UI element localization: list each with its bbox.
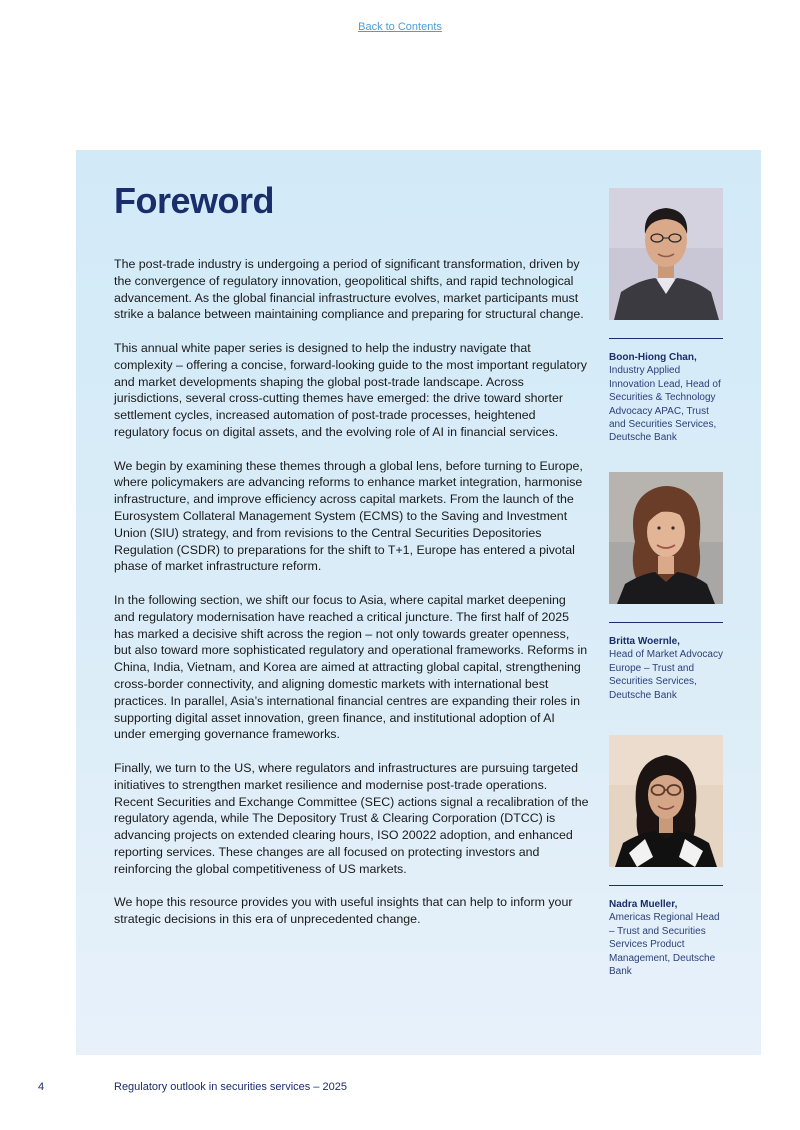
paragraph: We begin by examining these themes through a global lens, before turning to Europe, where policymakers are advancing reforms to enhance market integration, harmonise infrastructure, and improve efficiency across capital markets. From the launch of the Eurosystem Collateral Management System (ECMS) to the Saving and Investment Union (SIU) strategy, and from revisions to the Central Securities Depositories Regulation (CSDR) to preparations for the shift to T+1, Europe has entered a pivotal phase of market infrastructure reform.: [114, 458, 583, 574]
page-title: Foreword: [114, 180, 275, 221]
author-name: Nadra Mueller,: [609, 899, 678, 910]
foreword-body: [114, 256, 589, 945]
paragraph: We hope this resource provides you with useful insights that can help to inform your strategic decisions in this era of unprecedented change.: [114, 895, 573, 927]
author-card: [609, 188, 723, 445]
paragraph: The post-trade industry is undergoing a period of significant transformation, driven by the convergence of regulatory innovation, geopolitical shifts, and rapid technological advancement. As the global financial infrastructure evolves, market participants must strike a balance between maintaining compliance and preparing for structural change.: [114, 257, 584, 322]
author-role: Industry Applied Innovation Lead, Head of Securities & Technology Advocacy APAC, Trust and Securities Services, Deutsche Bank: [609, 365, 721, 444]
author-role: Americas Regional Head – Trust and Securities Services Product Management, Deutsche Bank: [609, 912, 720, 978]
author-name: Britta Woernle,: [609, 636, 680, 647]
paragraph: This annual white paper series is designed to help the industry navigate that complexity – offering a concise, forward-looking guide to the most important regulatory and market developments shaping the global post-trade landscape. Across jurisdictions, several cross-cutting themes have emerged: the drive toward shorter settlement cycles, increased automation of post-trade processes, heightened regulatory focus on digital assets, and the evolving role of AI in financial services.: [114, 340, 587, 439]
page-number: 4: [38, 1081, 45, 1093]
author-role: Head of Market Advocacy Europe – Trust and Securities Services, Deutsche Bank: [609, 649, 723, 701]
divider: [609, 622, 723, 623]
author-photo: [609, 735, 723, 867]
paragraph: Finally, we turn to the US, where regulators and infrastructures are pursuing targeted initiatives to strengthen market resilience and modernise post-trade operations. Recent Securities and Exchange Committee (SEC) actions signal a recalibration of the regulatory agenda, while The Depository Trust & Clearing Corporation (DTCC) is advancing projects on extended clearing hours, ISO 20022 adoption, and enhanced reporting services. These changes are all focused on protecting investors and reinforcing the global competitiveness of US markets.: [114, 760, 589, 876]
author-photo: [609, 188, 723, 320]
back-to-contents-link[interactable]: Back to Contents: [358, 21, 442, 33]
author-card: [609, 472, 723, 702]
divider: [609, 338, 723, 339]
divider: [609, 885, 723, 886]
author-name: Boon-Hiong Chan,: [609, 352, 697, 363]
footer-title: Regulatory outlook in securities services – 2025: [114, 1081, 347, 1093]
author-card: [609, 735, 723, 978]
paragraph: In the following section, we shift our focus to Asia, where capital market deepening and regulatory modernisation have reached a critical juncture. The first half of 2025 has marked a decisive shift across the region – not only towards greater openness, but also toward more sophisticated regulatory and operational frameworks. Reforms in China, India, Vietnam, and Korea are aimed at attracting global capital, strengthening cross-border connectivity, and aligning domestic markets with international best practices. In parallel, Asia’s international financial centres are expanding their roles in supporting digital asset innovation, green finance, and institutional adoption of AI under emerging governance frameworks.: [114, 592, 588, 742]
author-photo: [609, 472, 723, 604]
